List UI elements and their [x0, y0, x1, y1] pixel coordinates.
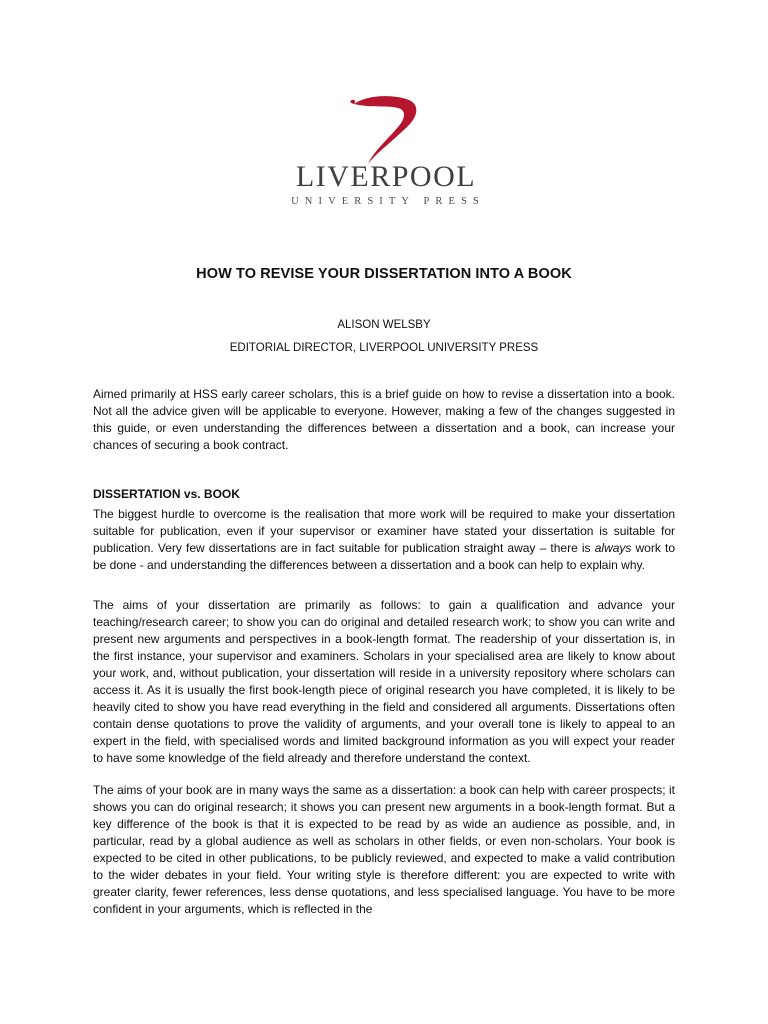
paragraph-1-text-start: The biggest hurdle to overcome is the realisation that more work will be required to make your dissertation suitable for publication, even if your supervisor or examiner have stated your dissertation is suitable for publication. Very few dissertations are in fact suitable for publication straight away – there is	[93, 507, 675, 555]
paragraph-2: The aims of your dissertation are primarily as follows: to gain a qualification and advance your teaching/research career; to show you can do original and detailed research work; to show you can write and present new arguments and perspectives in a book-length format. The readership of your dissertation is, in the first instance, your supervisor and examiners. Scholars in your specialised area are likely to know about your work, and, without publication, your dissertation will reside in a university repository where scholars can access it. As it is usually the first book-length piece of original research you have completed, it is likely to be heavily cited to show you have read everything in the field and considered all arguments. Dissertations often contain dense quotations to prove the validity of arguments, and your overall tone is likely to appeal to an expert in the field, with specialised words and limited background information as you will expect your reader to have some knowledge of the field already and therefore understand the context.	[93, 598, 675, 765]
section-heading: DISSERTATION vs. BOOK	[93, 487, 240, 501]
swoosh-logo-icon	[332, 96, 422, 164]
author-name: ALISON WELSBY	[337, 319, 431, 331]
publisher-logo	[268, 96, 504, 216]
paragraph-1-text-end: work to be done - and understanding the differences between a dissertation and a book can help to explain why.	[93, 541, 675, 572]
intro-paragraph: Aimed primarily at HSS early career scholars, this is a brief guide on how to revise a dissertation into a book. Not all the advice given will be applicable to everyone. However, making a few of the changes suggested in this guide, or even understanding the differences between a dissertation and a book, can increase your chances of securing a book contract.	[93, 387, 675, 452]
paragraph-3: The aims of your book are in many ways the same as a dissertation: a book can help with career prospects; it shows you can do original research; it shows you can present new arguments in a book-length format. But a key difference of the book is that it is expected to be read by as wide an audience as possible, and, in particular, read by a global audience as well as scholars in other fields, or even non-scholars. Your book is expected to be cited in other publications, to be publicly reviewed, and expected to make a valid contribution to the wider debates in your field. Your writing style is therefore different: you are expected to write with greater clarity, fewer references, less dense quotations, and less specialised language. You have to be more confident in your arguments, which is reflected in the	[93, 783, 675, 916]
logo-wordmark: LIVERPOOL	[295, 160, 477, 193]
paragraph-1-emphasis: always	[594, 541, 632, 555]
logo-subtitle: UNIVERSITY PRESS	[291, 196, 485, 207]
document-title: HOW TO REVISE YOUR DISSERTATION INTO A BOOK	[196, 266, 572, 282]
paragraph-1	[93, 506, 675, 574]
author-role: EDITORIAL DIRECTOR, LIVERPOOL UNIVERSITY PRESS	[229, 342, 539, 354]
